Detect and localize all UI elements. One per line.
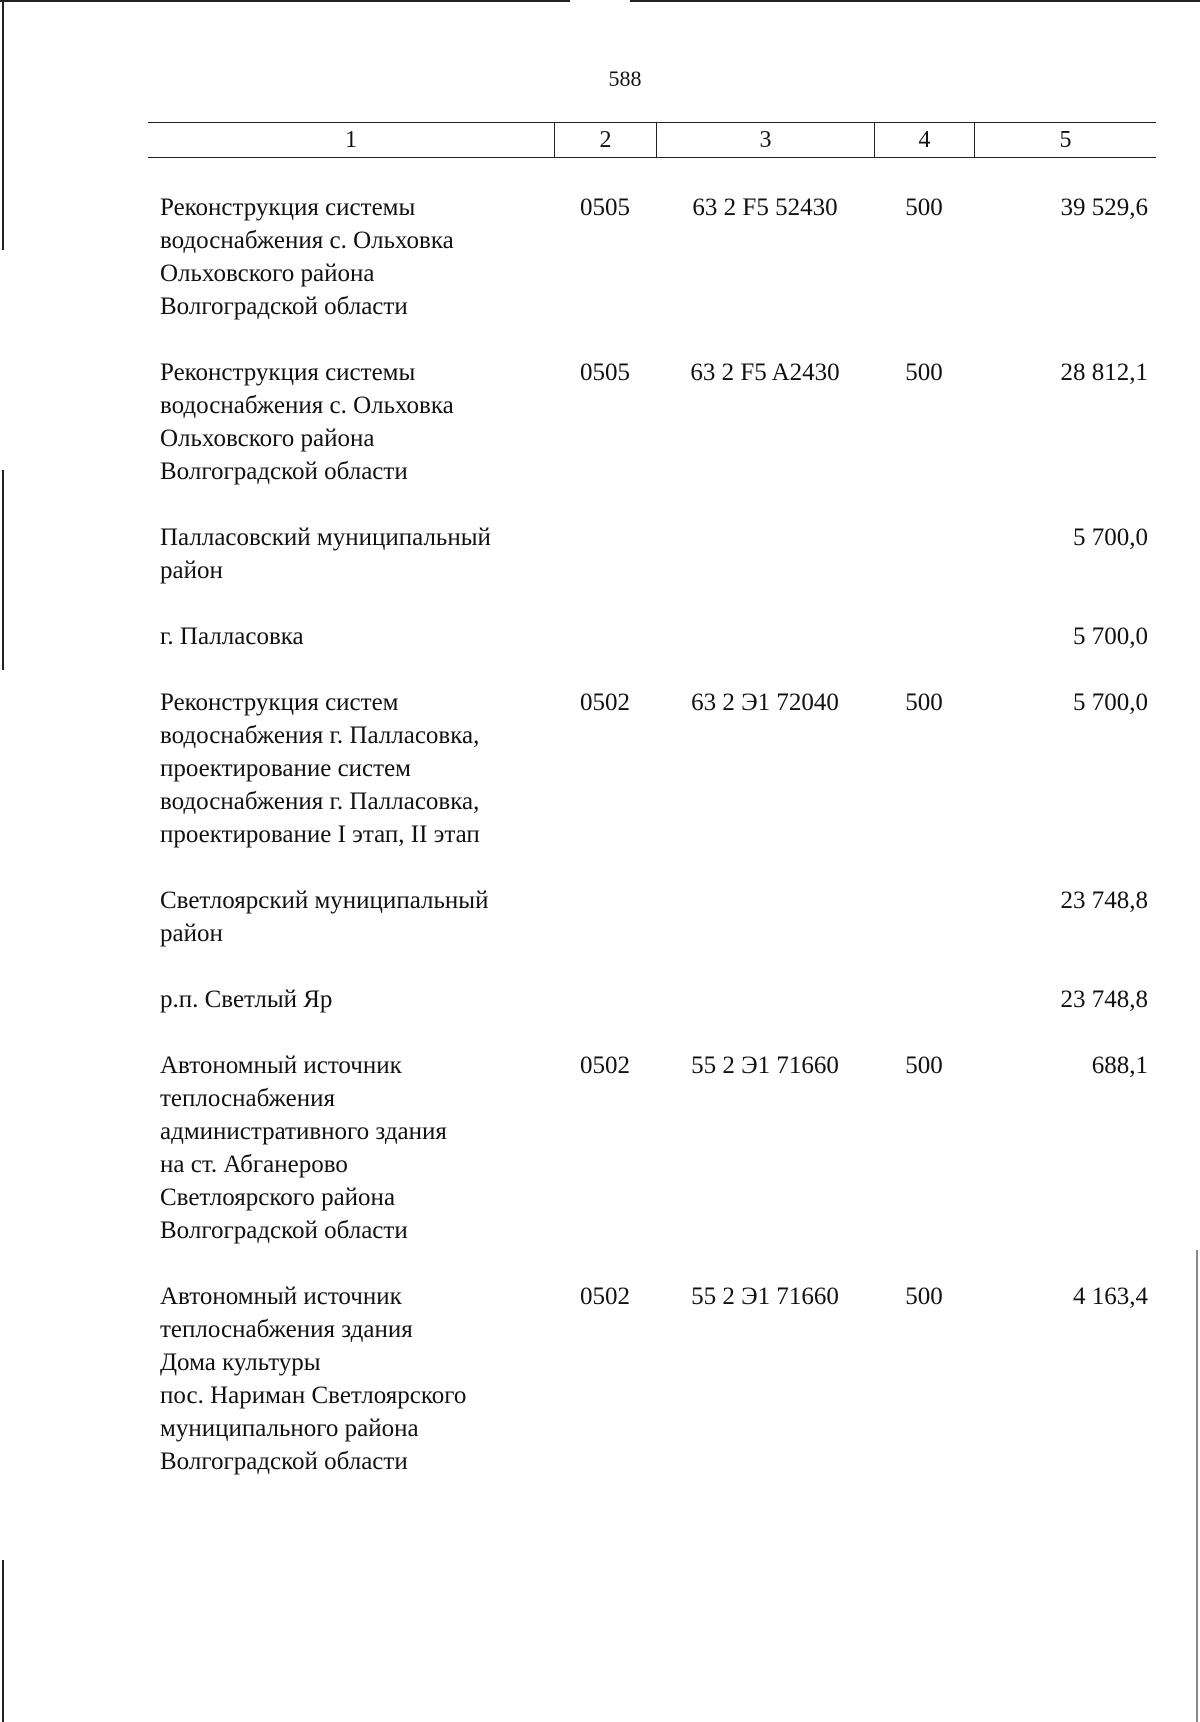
page-number: 588 [608, 66, 642, 91]
row-expense-type: 500 [905, 194, 943, 221]
row-amount: 28 812,1 [1060, 359, 1148, 386]
row-target-code [656, 983, 874, 1016]
header-col-2: 2 [554, 123, 656, 157]
row-amount: 23 748,8 [1060, 887, 1148, 914]
row-name: Автономный источник теплоснабжения здания Дома культуры пос. Нариман Светлоярского муниципального района Волгоградской области [160, 1283, 467, 1475]
row-expense-type: 500 [905, 1052, 943, 1079]
row-expense-type [874, 884, 974, 950]
row-section-code [554, 620, 656, 653]
row-section-code [554, 983, 656, 1016]
header-col-1: 1 [345, 126, 357, 153]
row-target-code [656, 521, 874, 587]
table-row [148, 686, 1156, 851]
row-expense-type: 500 [905, 1283, 943, 1310]
table-row [148, 521, 1156, 587]
row-name: Реконструкция системы водоснабжения с. Ольховка Ольховского района Волгоградской области [160, 194, 454, 320]
header-col-3: 3 [656, 123, 874, 157]
row-target-code: 63 2 F5 52430 [692, 194, 838, 221]
row-amount: 23 748,8 [1060, 986, 1148, 1013]
row-name: Автономный источник теплоснабжения административного здания на ст. Абганерово Светлоярского района Волгоградской области [160, 1052, 447, 1244]
row-name: Реконструкция системы водоснабжения с. Ольховка Ольховского района Волгоградской области [160, 359, 454, 485]
header-col-5: 5 [974, 123, 1156, 157]
row-section-code [554, 884, 656, 950]
row-expense-type [874, 521, 974, 587]
row-name: Палласовский муниципальный район [160, 524, 491, 584]
table-row [148, 620, 1156, 653]
row-amount: 5 700,0 [1073, 689, 1148, 716]
header-col-4: 4 [874, 123, 974, 157]
table-row [148, 884, 1156, 950]
table-row [148, 191, 1156, 323]
row-section-code: 0502 [580, 689, 630, 716]
row-target-code [656, 884, 874, 950]
row-expense-type [874, 620, 974, 653]
row-amount: 4 163,4 [1073, 1283, 1148, 1310]
table-row [148, 983, 1156, 1016]
table-row [148, 1049, 1156, 1247]
scan-edge-left-lower [2, 1560, 4, 1722]
row-target-code: 63 2 F5 A2430 [690, 359, 840, 386]
row-section-code: 0502 [580, 1052, 630, 1079]
row-target-code: 55 2 Э1 71660 [691, 1283, 839, 1310]
scan-edge-top-right [630, 0, 1200, 2]
row-section-code: 0505 [580, 194, 630, 221]
row-target-code: 63 2 Э1 72040 [691, 689, 839, 716]
row-name: Светлоярский муниципальный район [160, 887, 489, 947]
row-name: р.п. Светлый Яр [160, 986, 333, 1013]
scan-edge-right [1196, 1250, 1198, 1722]
scan-edge-left-upper [2, 0, 4, 250]
table-header [148, 122, 1156, 158]
scan-edge-top [0, 0, 570, 2]
table-row [148, 356, 1156, 488]
scan-edge-left-mid [2, 470, 4, 670]
row-expense-type: 500 [905, 689, 943, 716]
table-body [148, 191, 1156, 1511]
table-row [148, 1280, 1156, 1478]
row-expense-type: 500 [905, 359, 943, 386]
row-amount: 5 700,0 [1073, 623, 1148, 650]
row-target-code [656, 620, 874, 653]
row-section-code [554, 521, 656, 587]
row-name: г. Палласовка [160, 623, 304, 650]
row-amount: 39 529,6 [1060, 194, 1148, 221]
row-section-code: 0505 [580, 359, 630, 386]
row-amount: 5 700,0 [1073, 524, 1148, 551]
row-amount: 688,1 [1091, 1052, 1148, 1079]
row-target-code: 55 2 Э1 71660 [691, 1052, 839, 1079]
row-name: Реконструкция систем водоснабжения г. Палласовка, проектирование систем водоснабжения г. Палласовка, проектирование I этап, II этап [160, 689, 480, 848]
row-section-code: 0502 [580, 1283, 630, 1310]
row-expense-type [874, 983, 974, 1016]
